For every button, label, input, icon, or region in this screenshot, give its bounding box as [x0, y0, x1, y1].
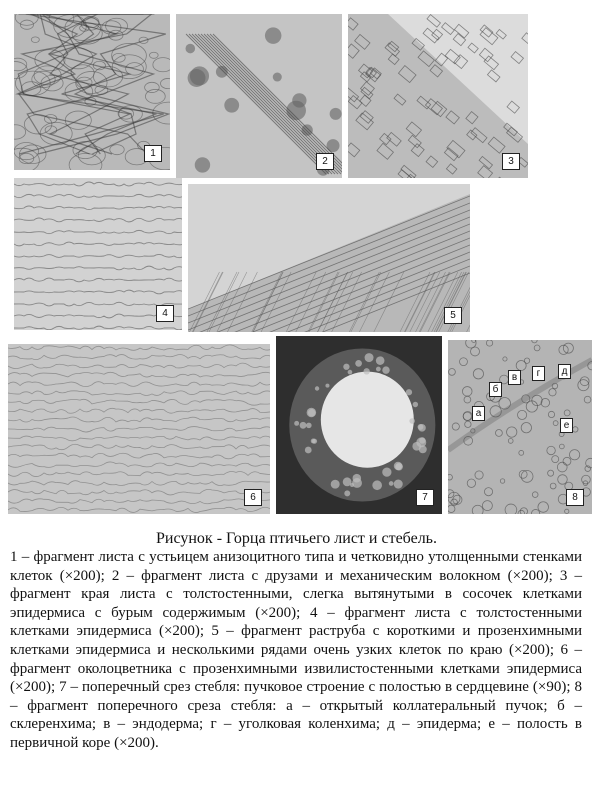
panel-number-2: 2	[316, 153, 334, 170]
panel-number-4: 4	[156, 305, 174, 322]
micrograph-3-image	[348, 14, 528, 178]
micrograph-6-image	[8, 344, 270, 514]
micrograph-7	[276, 336, 442, 514]
figure-caption: Рисунок - Горца птичьего лист и стебель.	[156, 530, 437, 547]
panel-number-1: 1	[144, 145, 162, 162]
panel8-label-a: а	[472, 406, 485, 421]
micrograph-5-image	[188, 184, 470, 332]
micrograph-4	[14, 178, 182, 330]
figure-description: 1 – фрагмент листа с устьицем анизоцитного типа и четковидно утолщенными стенками клеток (×200); 2 – фрагмент листа с друзами и механическим волокном (×200); 3 – фрагмент края листа с толстостенными, слегка вытянутыми в сосочек клетками эпидермиса с бурым содержимым (×200); 4 – фрагмент листа с толстостенными клетками эпидермиса (×200); 5 – фрагмент раструба с короткими и прозенхимными клетками эпидермиса и несколькими рядами очень узких клеток по краю (×200); 6 – фрагмент околоцветника с прозенхимными извилистостенными клетками эпидермиса (×200); 7 – поперечный срез стебля: пучковое строение с полостью в сердцевине (×90); 8 – фрагмент поперечного среза стебля: а – открытый коллатеральный пучок; б – склеренхима; в – эндодерма; г – уголковая коленхима; д – эпидерма; е – полость в первичной коре (×200).	[10, 549, 582, 751]
micrograph-3	[348, 14, 528, 178]
panel8-label-b: б	[489, 382, 502, 397]
micrograph-1	[14, 14, 170, 170]
micrograph-7-image	[276, 336, 442, 514]
micrograph-6	[8, 344, 270, 514]
panel-number-7: 7	[416, 489, 434, 506]
panel-number-5: 5	[444, 307, 462, 324]
micrograph-8	[448, 340, 592, 514]
panel8-label-g: г	[532, 366, 545, 381]
panel-number-3: 3	[502, 153, 520, 170]
micrograph-2	[176, 14, 342, 178]
micrograph-5	[188, 184, 470, 332]
panel-number-8: 8	[566, 489, 584, 506]
panel8-label-v: в	[508, 370, 521, 385]
panel-number-6: 6	[244, 489, 262, 506]
panel8-label-e: е	[560, 418, 573, 433]
panel8-label-d: д	[558, 364, 571, 379]
